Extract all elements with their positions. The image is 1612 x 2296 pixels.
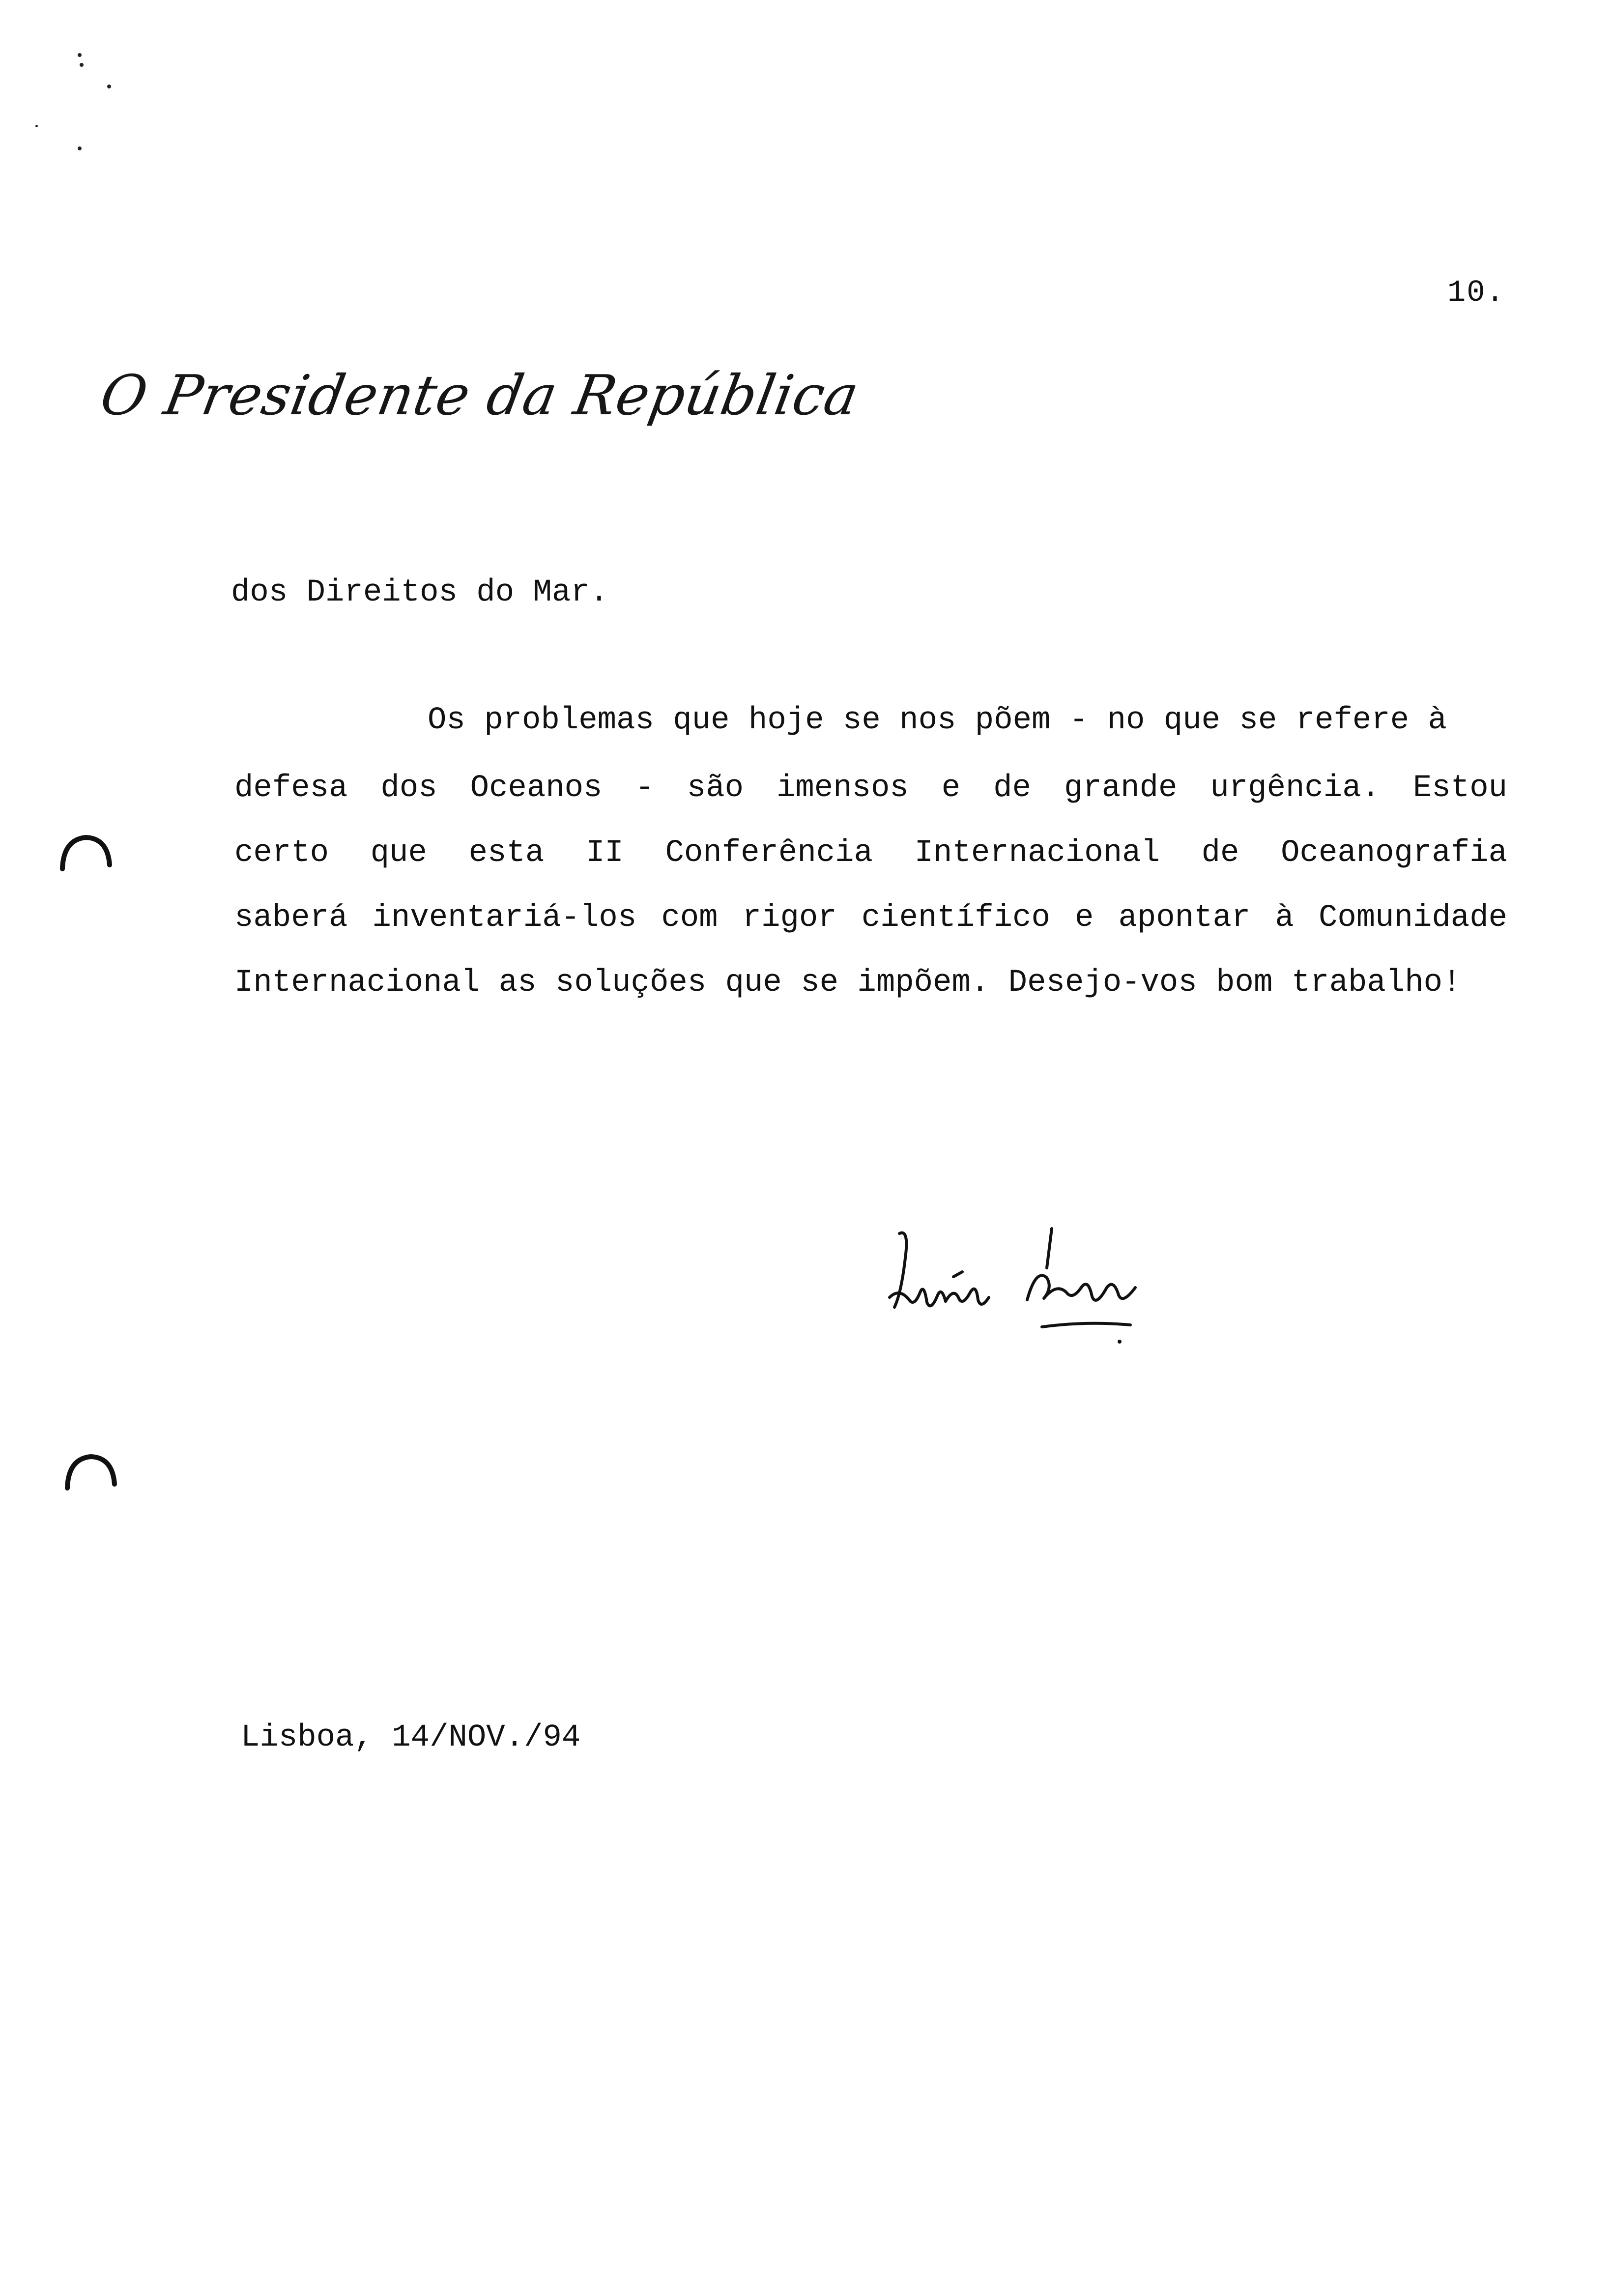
dateline: Lisboa, 14/NOV./94 [241,1720,581,1755]
page-number: 10. [1447,275,1505,310]
scan-dot [107,85,111,88]
paragraph-line: defesa dos Oceanos - são imensos e de grande urgência. Estou [234,771,1507,806]
paragraph-line: Os problemas que hoje se nos põem - no que se refere à [428,703,1447,738]
signature [880,1214,1155,1361]
paragraph-line: saberá inventariá-los com rigor científico e apontar à Comunidade [234,900,1507,936]
scan-dot [78,146,82,150]
opening-line: dos Direitos do Mar. [231,575,609,610]
paragraph-line: Internacional as soluções que se impõem. Desejo-vos bom trabalho! [234,965,1462,1001]
scan-dot [78,53,82,57]
letterhead-title: O Presidente da República [96,364,864,428]
punch-hole-icon [61,1450,120,1494]
scan-dot [35,125,38,127]
punch-hole-icon [57,831,115,875]
scan-dot [80,63,84,67]
paragraph-line: certo que esta II Conferência Internacional de Oceanografia [234,835,1507,871]
